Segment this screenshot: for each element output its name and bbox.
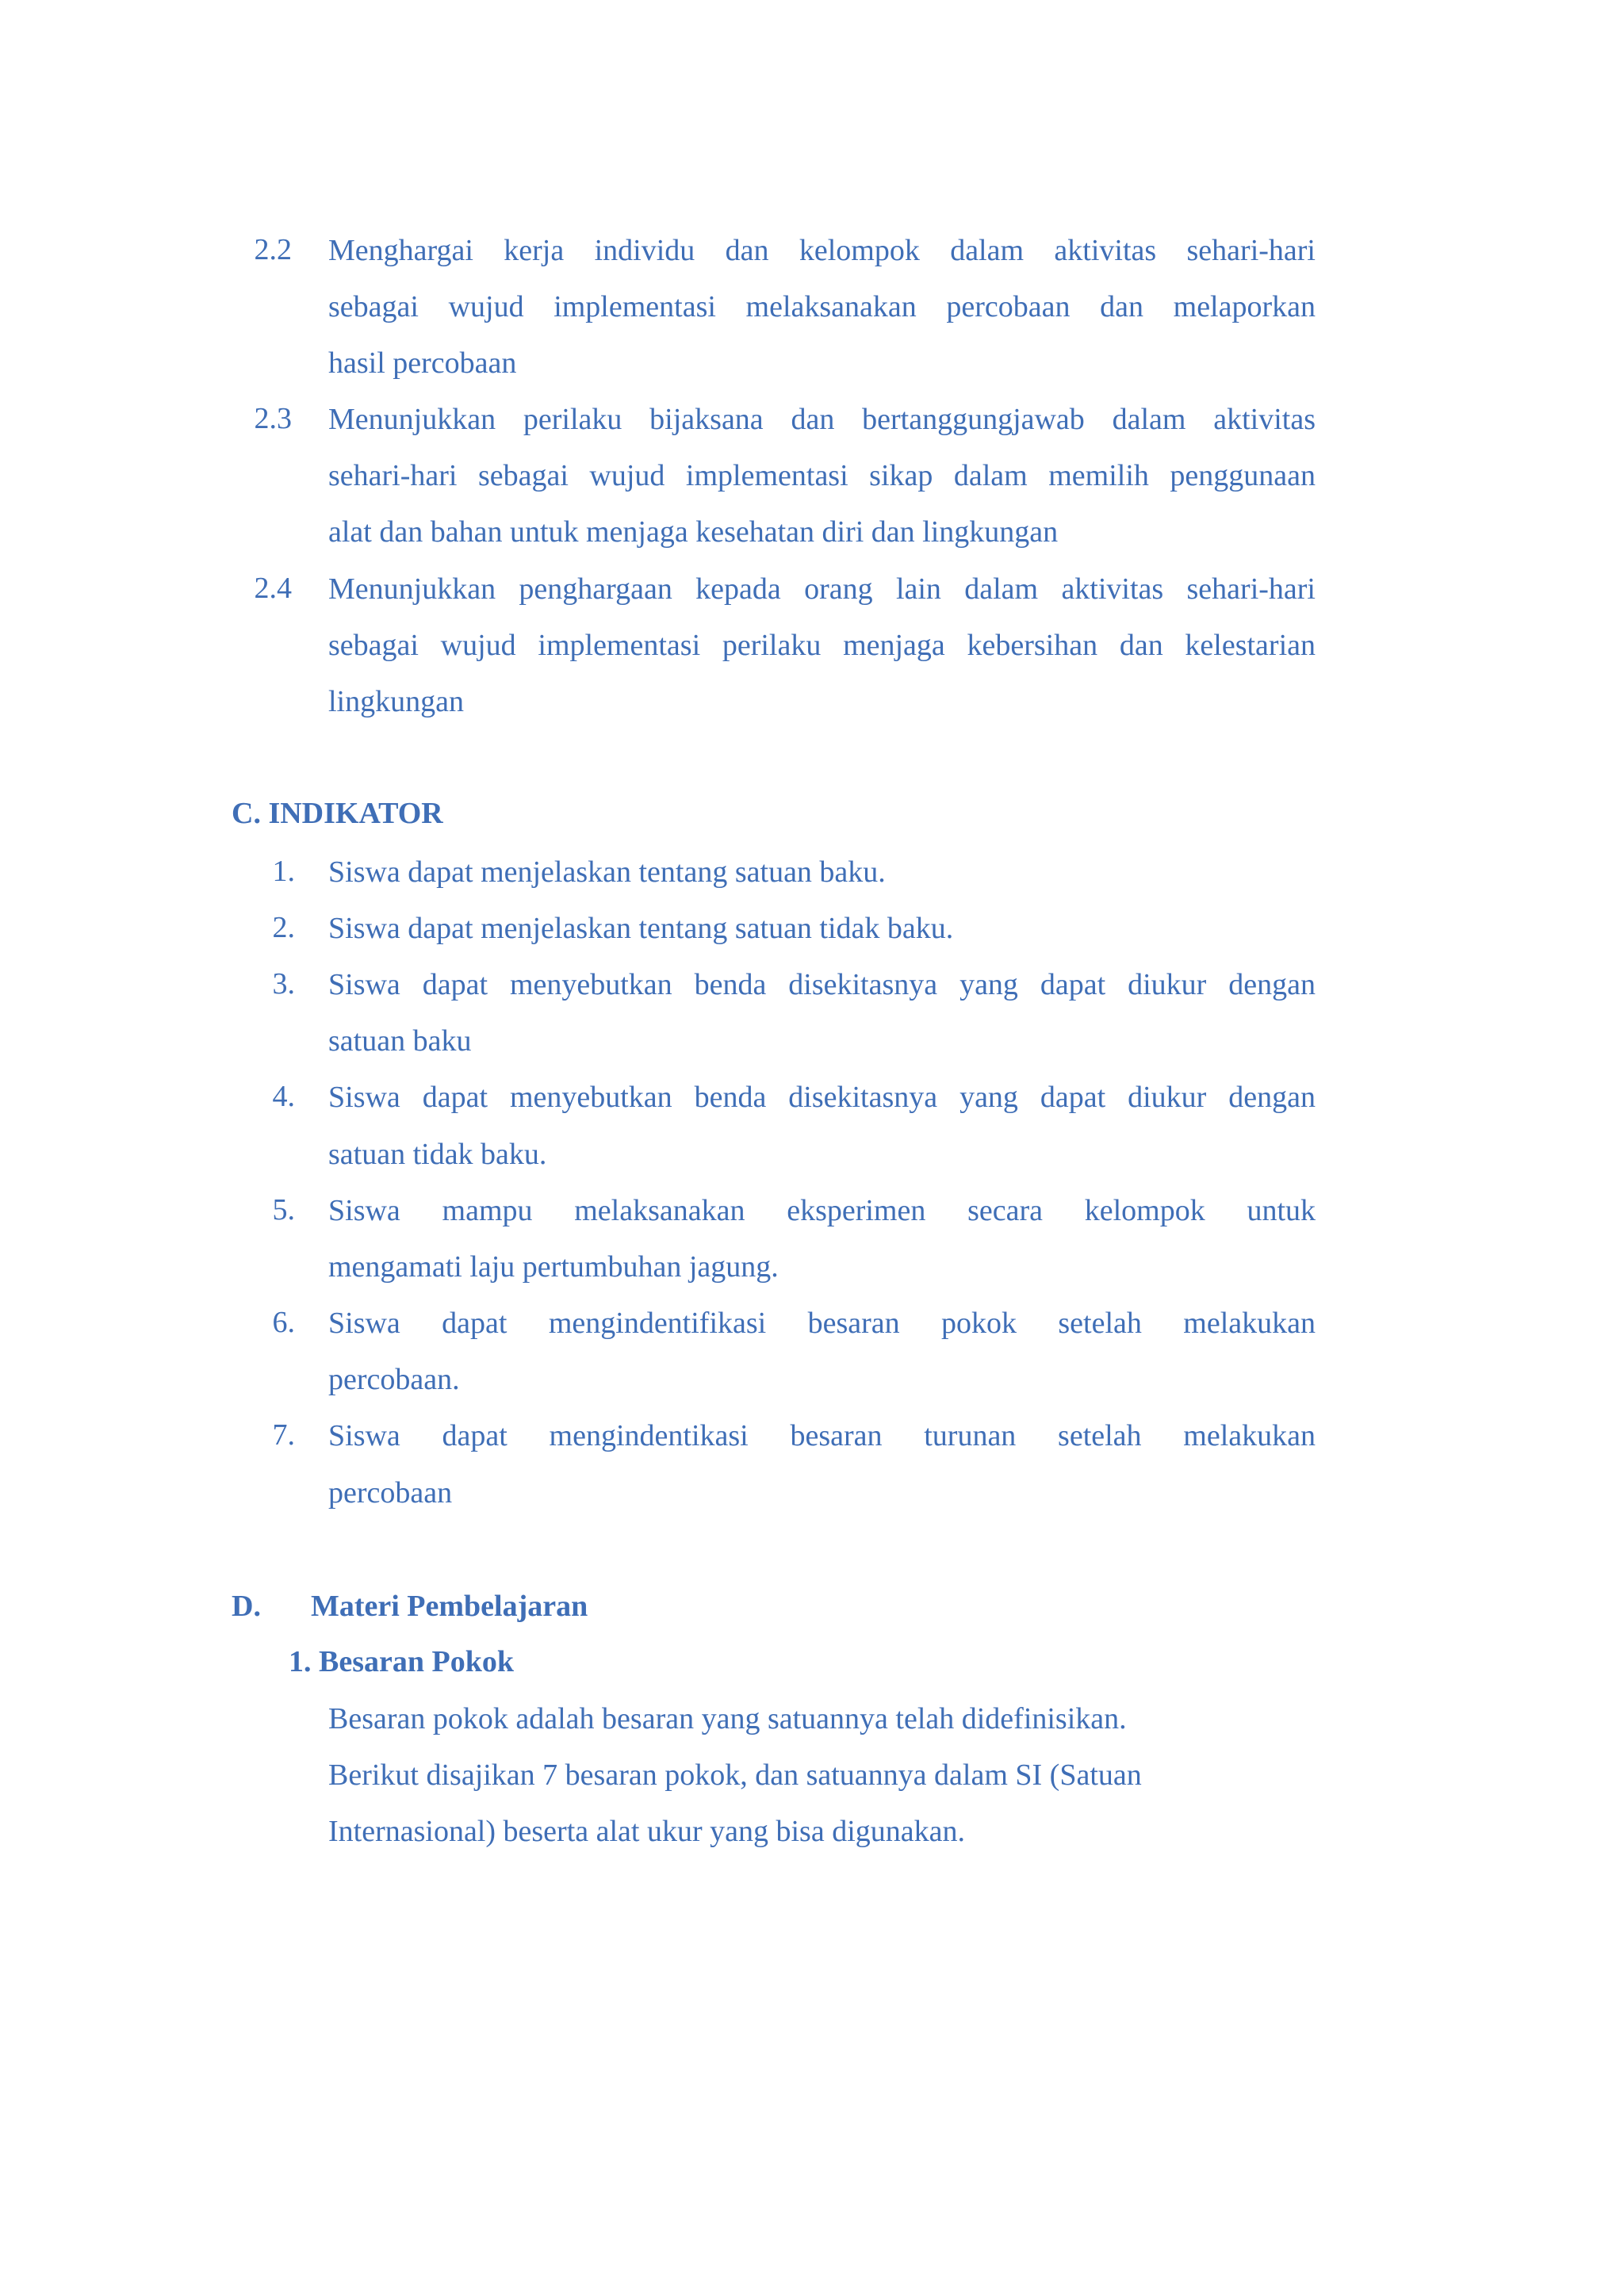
section-d-title: Materi Pembelajaran <box>311 1590 588 1623</box>
indicator-line: Siswa dapat menyebutkan benda disekitasnya yang dapat diukur dengan <box>328 968 1316 1001</box>
paragraph-line: Internasional) beserta alat ukur yang bisa digunakan. <box>328 1815 965 1848</box>
section-d-subheading: 1. Besaran Pokok <box>289 1645 514 1678</box>
section-d-label: D. <box>232 1590 261 1623</box>
paragraph-line: Besaran pokok adalah besaran yang satuannya telah didefinisikan. <box>328 1702 1127 1735</box>
indicator-number: 5. <box>272 1193 295 1226</box>
competency-line: Menunjukkan perilaku bijaksana dan bertanggungjawab dalam aktivitas <box>328 403 1316 436</box>
competency-line: Menghargai kerja individu dan kelompok dalam aktivitas sehari-hari <box>328 234 1316 267</box>
competency-line: sehari-hari sebagai wujud implementasi sikap dalam memilih penggunaan <box>328 459 1316 492</box>
indicator-number: 7. <box>272 1418 295 1452</box>
indicator-line: satuan tidak baku. <box>328 1138 547 1171</box>
competency-line: sebagai wujud implementasi perilaku menjaga kebersihan dan kelestarian <box>328 629 1316 662</box>
indicator-line: Siswa dapat menyebutkan benda disekitasnya yang dapat diukur dengan <box>328 1081 1316 1114</box>
indicator-line: mengamati laju pertumbuhan jagung. <box>328 1250 779 1284</box>
competency-line: alat dan bahan untuk menjaga kesehatan diri dan lingkungan <box>328 515 1059 549</box>
competency-line: hasil percobaan <box>328 346 517 380</box>
indicator-number: 4. <box>272 1080 295 1113</box>
competency-number: 2.2 <box>254 233 292 266</box>
competency-line: sebagai wujud implementasi melaksanakan percobaan dan melaporkan <box>328 290 1316 323</box>
indicator-line: Siswa dapat menjelaskan tentang satuan tidak baku. <box>328 912 954 945</box>
indicator-number: 2. <box>272 911 295 944</box>
indicator-line: Siswa dapat menjelaskan tentang satuan baku. <box>328 855 886 889</box>
indicator-line: percobaan. <box>328 1363 460 1396</box>
indicator-number: 1. <box>272 855 295 888</box>
indicator-line: Siswa mampu melaksanakan eksperimen secara kelompok untuk <box>328 1194 1316 1227</box>
indicator-line: Siswa dapat mengindentikasi besaran turunan setelah melakukan <box>328 1419 1316 1452</box>
competency-number: 2.4 <box>254 572 292 605</box>
competency-number: 2.3 <box>254 402 292 435</box>
paragraph-line: Berikut disajikan 7 besaran pokok, dan satuannya dalam SI (Satuan <box>328 1758 1142 1792</box>
indicator-line: percobaan <box>328 1476 453 1510</box>
indicator-line: Siswa dapat mengindentifikasi besaran pokok setelah melakukan <box>328 1307 1316 1340</box>
indicator-number: 6. <box>272 1306 295 1339</box>
competency-line: lingkungan <box>328 685 464 718</box>
indicator-line: satuan baku <box>328 1024 472 1058</box>
competency-line: Menunjukkan penghargaan kepada orang lain dalam aktivitas sehari-hari <box>328 572 1316 606</box>
indicator-number: 3. <box>272 967 295 1001</box>
section-c-heading: C. INDIKATOR <box>232 797 443 830</box>
